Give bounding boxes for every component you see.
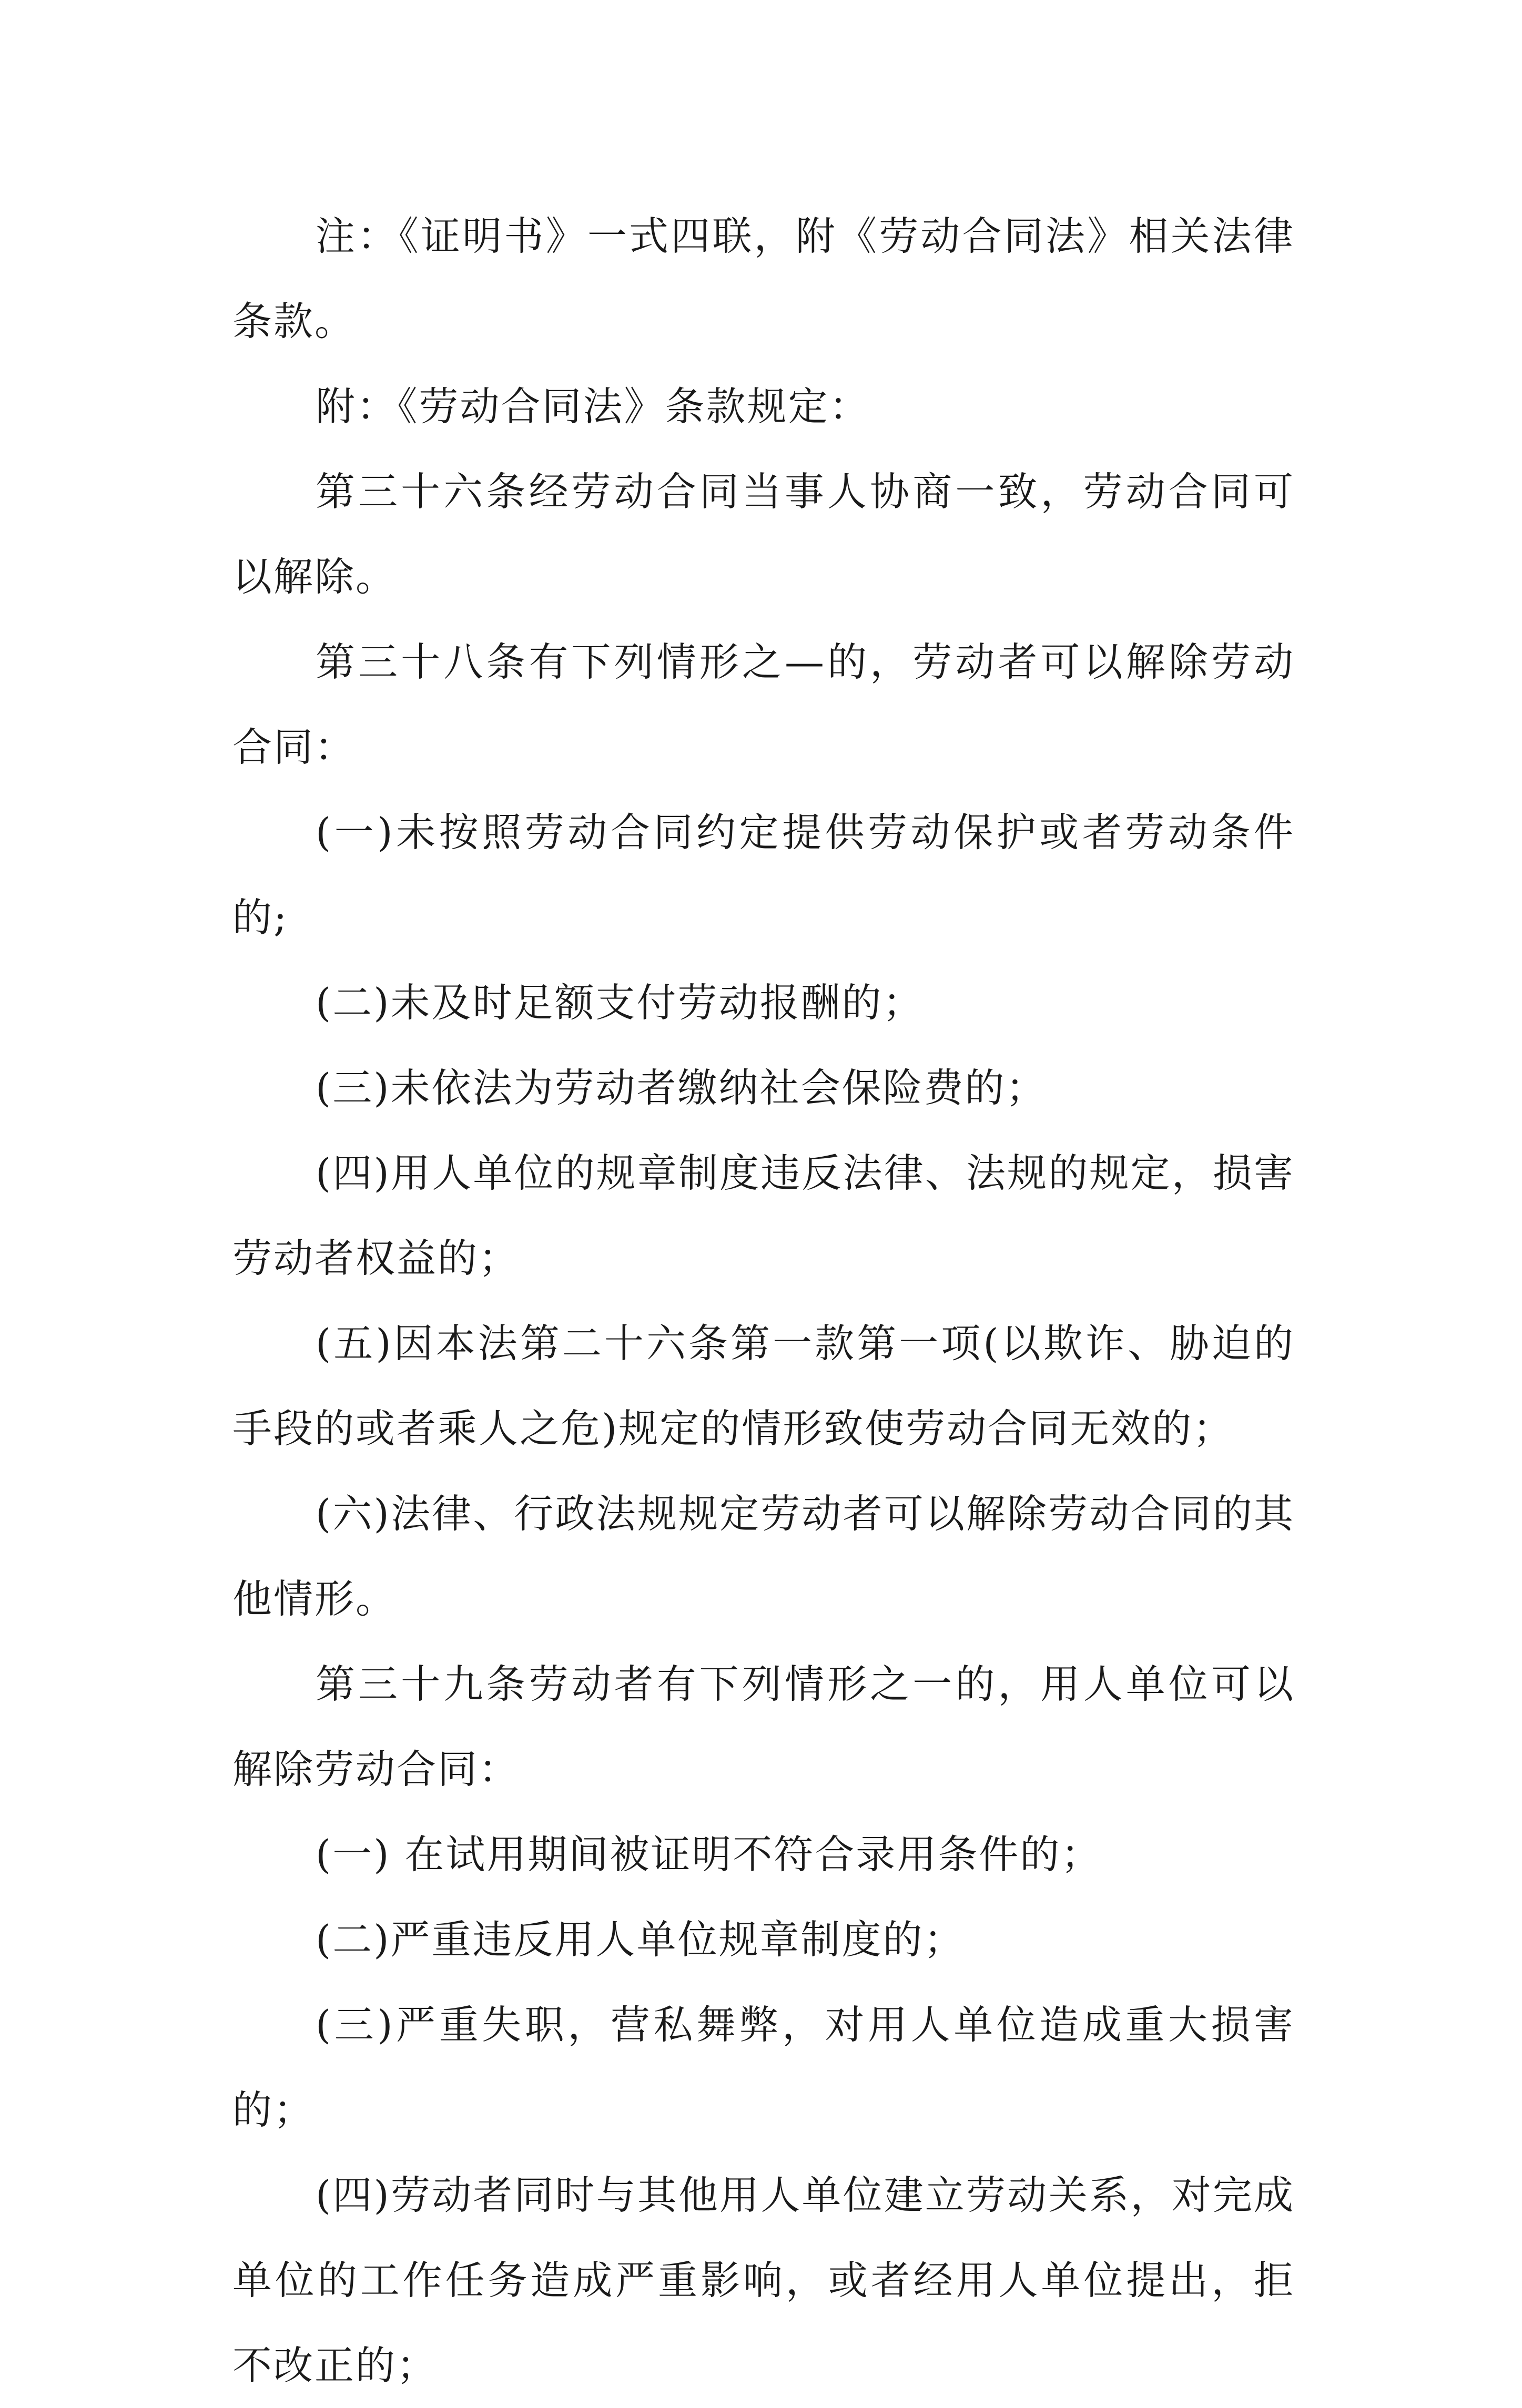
appendix-heading: 附：《劳动合同法》条款规定： — [316, 383, 870, 430]
article-38-item-2: (二)未及时足额支付劳动报酬的； — [316, 979, 924, 1026]
article-39-item-2: (二)严重违反用人单位规章制度的； — [316, 1916, 965, 1963]
article-38-item-3: (三)未依法为劳动者缴纳社会保险费的； — [316, 1065, 1047, 1111]
article-38-paragraph: 第三十八条有下列情形之—的，劳动者可以解除劳动合同： — [232, 639, 1295, 770]
article-39-item-3: (三)严重失职，营私舞弊，对用人单位造成重大损害的； — [232, 2002, 1295, 2133]
article-38-item-1: (一)未按照劳动合同约定提供劳动保护或者劳动条件的; — [232, 809, 1295, 941]
article-38-item-6: (六)法律、行政法规规定劳动者可以解除劳动合同的其他情形。 — [232, 1491, 1295, 1622]
article-39-item-4: (四)劳动者同时与其他用人单位建立劳动关系，对完成单位的工作任务造成严重影响，或者经用人单位提出，拒不改正的； — [232, 2172, 1295, 2389]
article-38-item-4: (四)用人单位的规章制度违反法律、法规的规定，损害劳动者权益的； — [232, 1150, 1295, 1281]
article-39-paragraph: 第三十九条劳动者有下列情形之一的，用人单位可以解除劳动合同： — [232, 1661, 1295, 1792]
article-38-item-5: (五)因本法第二十六条第一款第一项(以欺诈、胁迫的手段的或者乘人之危)规定的情形致使劳动合同无效的； — [232, 1320, 1295, 1452]
document-body — [232, 193, 1295, 2408]
article-39-item-1: (一) 在试用期间被证明不符合录用条件的； — [316, 1831, 1102, 1878]
article-36-paragraph: 第三十六条经劳动合同当事人协商一致，劳动合同可以解除。 — [232, 468, 1295, 600]
note-paragraph: 注：《证明书》一式四联，附《劳动合同法》相关法律条款。 — [232, 213, 1295, 344]
